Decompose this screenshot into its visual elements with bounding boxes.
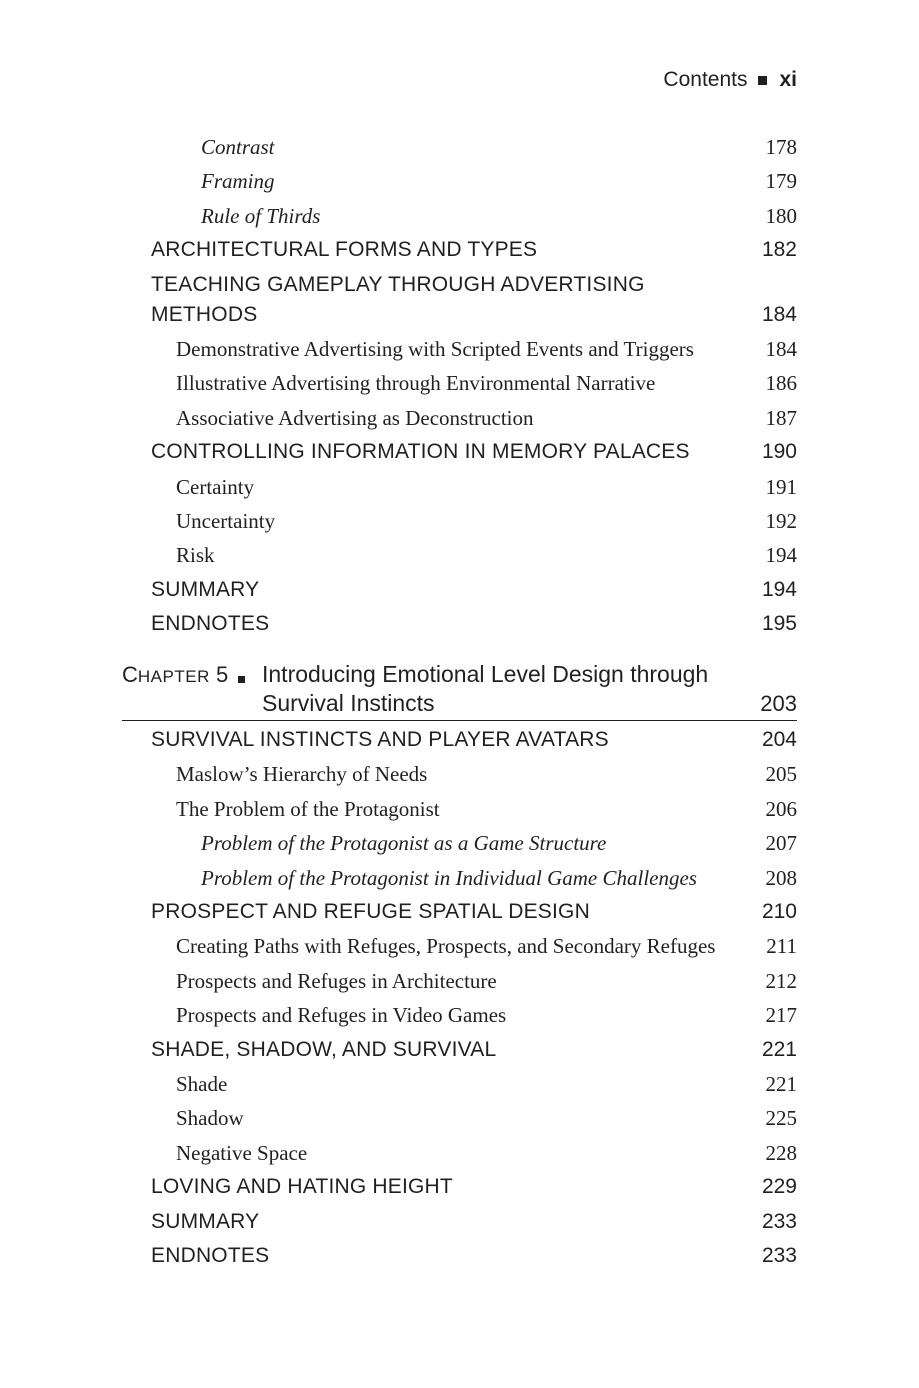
toc-entry-title: Uncertainty bbox=[176, 509, 276, 533]
toc-entry bbox=[0, 575, 919, 609]
toc-entry-title: SURVIVAL INSTINCTS AND PLAYER AVATARS bbox=[151, 728, 609, 751]
toc-entry-page: 207 bbox=[765, 831, 797, 856]
running-header bbox=[663, 68, 797, 92]
toc-entry-page: 210 bbox=[761, 900, 797, 923]
square-bullet-icon bbox=[758, 76, 767, 85]
toc-entry-title: Problem of the Protagonist in Individual Game Challenges bbox=[201, 865, 697, 890]
toc-entry-page: 182 bbox=[761, 238, 797, 262]
square-bullet-icon bbox=[238, 676, 245, 683]
toc-entry-title-continued: METHODS bbox=[151, 302, 258, 326]
toc-entry bbox=[0, 1138, 919, 1172]
toc-entry-page: 195 bbox=[761, 612, 797, 636]
toc-entry bbox=[0, 1172, 919, 1206]
toc-entry-page: 178 bbox=[765, 135, 797, 159]
chapter-title bbox=[262, 660, 732, 718]
toc-entry-title: SHADE, SHADOW, AND SURVIVAL bbox=[151, 1037, 497, 1061]
toc-entry bbox=[0, 1207, 919, 1241]
toc-entry-page: 192 bbox=[765, 509, 797, 533]
toc-entry-title: Prospects and Refuges in Architecture bbox=[176, 968, 497, 993]
toc-entry-title: CONTROLLING INFORMATION IN MEMORY PALACES bbox=[151, 440, 690, 464]
toc-entry-page: 225 bbox=[765, 1106, 797, 1131]
chapter-label: CHAPTER 5 bbox=[122, 662, 229, 687]
toc-entry bbox=[0, 437, 919, 471]
toc-entry-page: 194 bbox=[765, 543, 797, 568]
toc-entry bbox=[0, 334, 919, 368]
toc-entry-title: Problem of the Protagonist as a Game Structure bbox=[201, 831, 607, 856]
toc-entry bbox=[0, 235, 919, 269]
toc-entry-title: Illustrative Advertising through Environmental Narrative bbox=[176, 371, 656, 396]
toc-entry-page: 212 bbox=[765, 968, 797, 993]
chapter-number: 5 bbox=[215, 662, 229, 687]
toc-entry bbox=[0, 1035, 919, 1069]
toc-entry-title: LOVING AND HATING HEIGHT bbox=[151, 1175, 453, 1199]
toc-entry bbox=[0, 506, 919, 540]
toc-entry-page: 190 bbox=[761, 440, 797, 464]
toc-entry-title: Prospects and Refuges in Video Games bbox=[176, 1003, 507, 1028]
toc-entry-title: ENDNOTES bbox=[151, 612, 270, 636]
chapter-title-line-1: Introducing Emotional Level Design through bbox=[262, 661, 709, 687]
toc-entry-page: 194 bbox=[761, 577, 797, 601]
chapter-heading bbox=[122, 660, 797, 721]
toc-entry-title: SUMMARY bbox=[151, 577, 260, 601]
toc-entry-page: 228 bbox=[765, 1140, 797, 1165]
toc-entry-title: ENDNOTES bbox=[151, 1244, 270, 1267]
running-header-page-number: xi bbox=[779, 68, 797, 91]
toc-entry bbox=[0, 1000, 919, 1034]
toc-entry-title: Shadow bbox=[176, 1106, 244, 1131]
toc-entry-title: PROSPECT AND REFUGE SPATIAL DESIGN bbox=[151, 900, 590, 923]
toc-entry-page: 233 bbox=[761, 1209, 797, 1233]
toc-entry bbox=[0, 201, 919, 235]
toc-entry-title: Contrast bbox=[201, 135, 275, 159]
toc-entry-page: 204 bbox=[761, 728, 797, 751]
toc-entry bbox=[0, 1103, 919, 1137]
toc-entry bbox=[0, 931, 919, 965]
toc-entry-page: 211 bbox=[766, 934, 797, 959]
chapter-title-line-2: Survival Instincts bbox=[262, 690, 435, 716]
toc-entry-page: 205 bbox=[765, 762, 797, 787]
toc-entry bbox=[0, 472, 919, 506]
toc-entry bbox=[0, 794, 919, 828]
toc-entry bbox=[0, 1069, 919, 1103]
toc-entry bbox=[0, 1241, 919, 1275]
toc-entry-title: TEACHING GAMEPLAY THROUGH ADVERTISING bbox=[151, 272, 645, 296]
toc-entry bbox=[0, 863, 919, 897]
toc-entry bbox=[0, 270, 919, 334]
toc-entry-page: 180 bbox=[765, 203, 797, 228]
toc-entry-title: Negative Space bbox=[176, 1140, 308, 1165]
toc-entry bbox=[0, 725, 919, 759]
toc-entry-title: Creating Paths with Refuges, Prospects, and Secondary Refuges bbox=[176, 934, 716, 959]
toc-entry bbox=[0, 403, 919, 437]
toc-entry-title: The Problem of the Protagonist bbox=[176, 796, 440, 821]
toc-entry-title: Shade bbox=[176, 1072, 228, 1096]
toc-entry-page: 221 bbox=[765, 1072, 797, 1096]
toc-entry-title: Rule of Thirds bbox=[201, 203, 321, 228]
toc-entry-title: Demonstrative Advertising with Scripted Events and Triggers bbox=[176, 337, 694, 361]
toc-entry bbox=[0, 966, 919, 1000]
toc-entry-page: 184 bbox=[761, 302, 797, 326]
running-header-section: Contents bbox=[663, 68, 748, 91]
toc-entry bbox=[0, 166, 919, 200]
toc-entry-title: Certainty bbox=[176, 474, 255, 499]
toc-entry-page: 217 bbox=[765, 1003, 797, 1028]
toc-entry bbox=[0, 540, 919, 574]
toc-entry-page: 208 bbox=[765, 865, 797, 890]
toc-entry bbox=[0, 368, 919, 402]
toc-entry-page: 229 bbox=[761, 1175, 797, 1199]
toc-entry bbox=[0, 828, 919, 862]
toc-entry-title: Associative Advertising as Deconstruction bbox=[176, 405, 534, 430]
toc-entry-page: 179 bbox=[765, 169, 797, 194]
toc-entry-page: 184 bbox=[765, 337, 797, 361]
toc-entry bbox=[0, 897, 919, 931]
toc-entry bbox=[0, 759, 919, 793]
toc-entry bbox=[0, 609, 919, 643]
chapter-page-number: 203 bbox=[760, 691, 797, 716]
toc-entry bbox=[0, 132, 919, 166]
toc-entry-page: 206 bbox=[765, 796, 797, 821]
toc-entry-page: 187 bbox=[765, 405, 797, 430]
toc-entry-title: Risk bbox=[176, 543, 215, 568]
toc-entry-title: SUMMARY bbox=[151, 1209, 260, 1233]
toc-entry-page: 233 bbox=[761, 1244, 797, 1267]
toc-entry-title: Framing bbox=[201, 169, 275, 194]
toc-entry-page: 191 bbox=[765, 474, 797, 499]
toc-entry-title: Maslow’s Hierarchy of Needs bbox=[176, 762, 428, 787]
toc-entry-page: 221 bbox=[761, 1037, 797, 1061]
toc-entry-title: ARCHITECTURAL FORMS AND TYPES bbox=[151, 238, 538, 262]
toc-entry-page: 186 bbox=[765, 371, 797, 396]
